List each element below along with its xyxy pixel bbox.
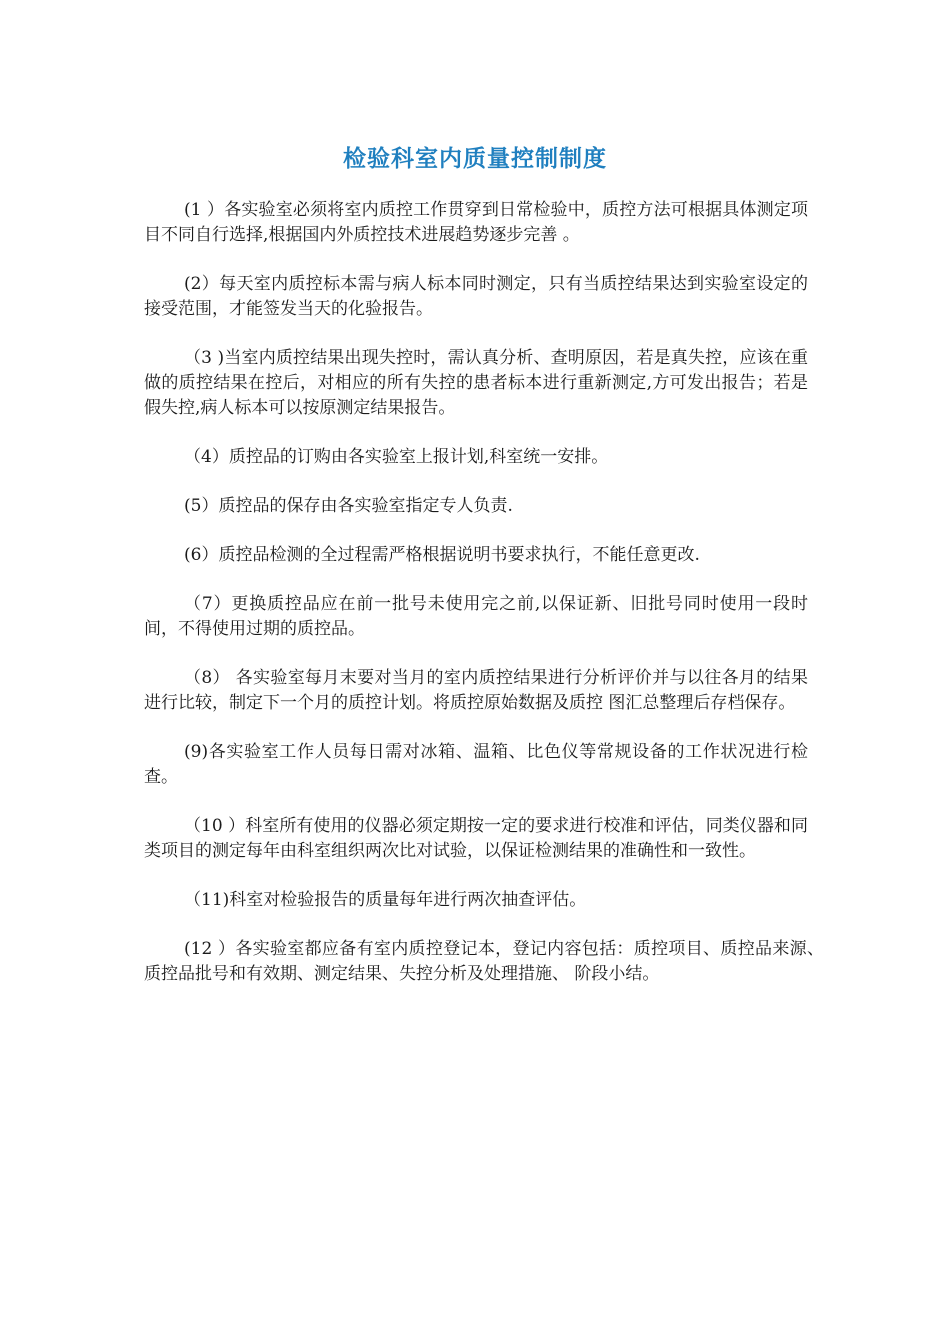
- paragraph-1: (1 ）各实验室必须将室内质控工作贯穿到日常检验中，质控方法可根据具体测定项目不同自行选择,根据国内外质控技术进展趋势逐步完善 。: [144, 200, 808, 245]
- paragraph-8: （8） 各实验室每月末要对当月的室内质控结果进行分析评价并与以往各月的结果进行比较，制定下一个月的质控计划。将质控原始数据及质控 图汇总整理后存档保存。: [144, 668, 808, 713]
- paragraph-5: (5）质控品的保存由各实验室指定专人负责.: [184, 496, 513, 516]
- paragraph-4: （4）质控品的订购由各实验室上报计划,科室统一安排。: [184, 447, 609, 467]
- paragraph-7: （7）更换质控品应在前一批号未使用完之前,以保证新、旧批号同时使用一段时间，不得使用过期的质控品。: [144, 594, 808, 639]
- paragraph-3: （3 )当室内质控结果出现失控时，需认真分析、查明原因，若是真失控，应该在重做的质控结果在控后，对相应的所有失控的患者标本进行重新测定,方可发出报告；若是假失控,病人标本可以按原测定结果报告。: [144, 348, 808, 418]
- paragraph-6: (6）质控品检测的全过程需严格根据说明书要求执行，不能任意更改.: [184, 545, 700, 565]
- paragraph-11: （11)科室对检验报告的质量每年进行两次抽查评估。: [184, 890, 587, 910]
- document-title: 检验科室内质量控制制度: [343, 146, 607, 172]
- document-body: [144, 198, 824, 1011]
- paragraph-2: (2）每天室内质控标本需与病人标本同时测定，只有当质控结果达到实验室设定的接受范围，才能签发当天的化验报告。: [144, 274, 808, 319]
- paragraph-10: （10 ）科室所有使用的仪器必须定期按一定的要求进行校准和评估，同类仪器和同类项目的测定每年由科室组织两次比对试验，以保证检测结果的准确性和一致性。: [144, 816, 808, 861]
- paragraph-9: (9)各实验室工作人员每日需对冰箱、温箱、比色仪等常规设备的工作状况进行检查。: [144, 742, 808, 787]
- paragraph-12: (12 ）各实验室都应备有室内质控登记本，登记内容包括：质控项目、质控品来源、质控品批号和有效期、测定结果、失控分析及处理措施、 阶段小结。: [144, 939, 824, 984]
